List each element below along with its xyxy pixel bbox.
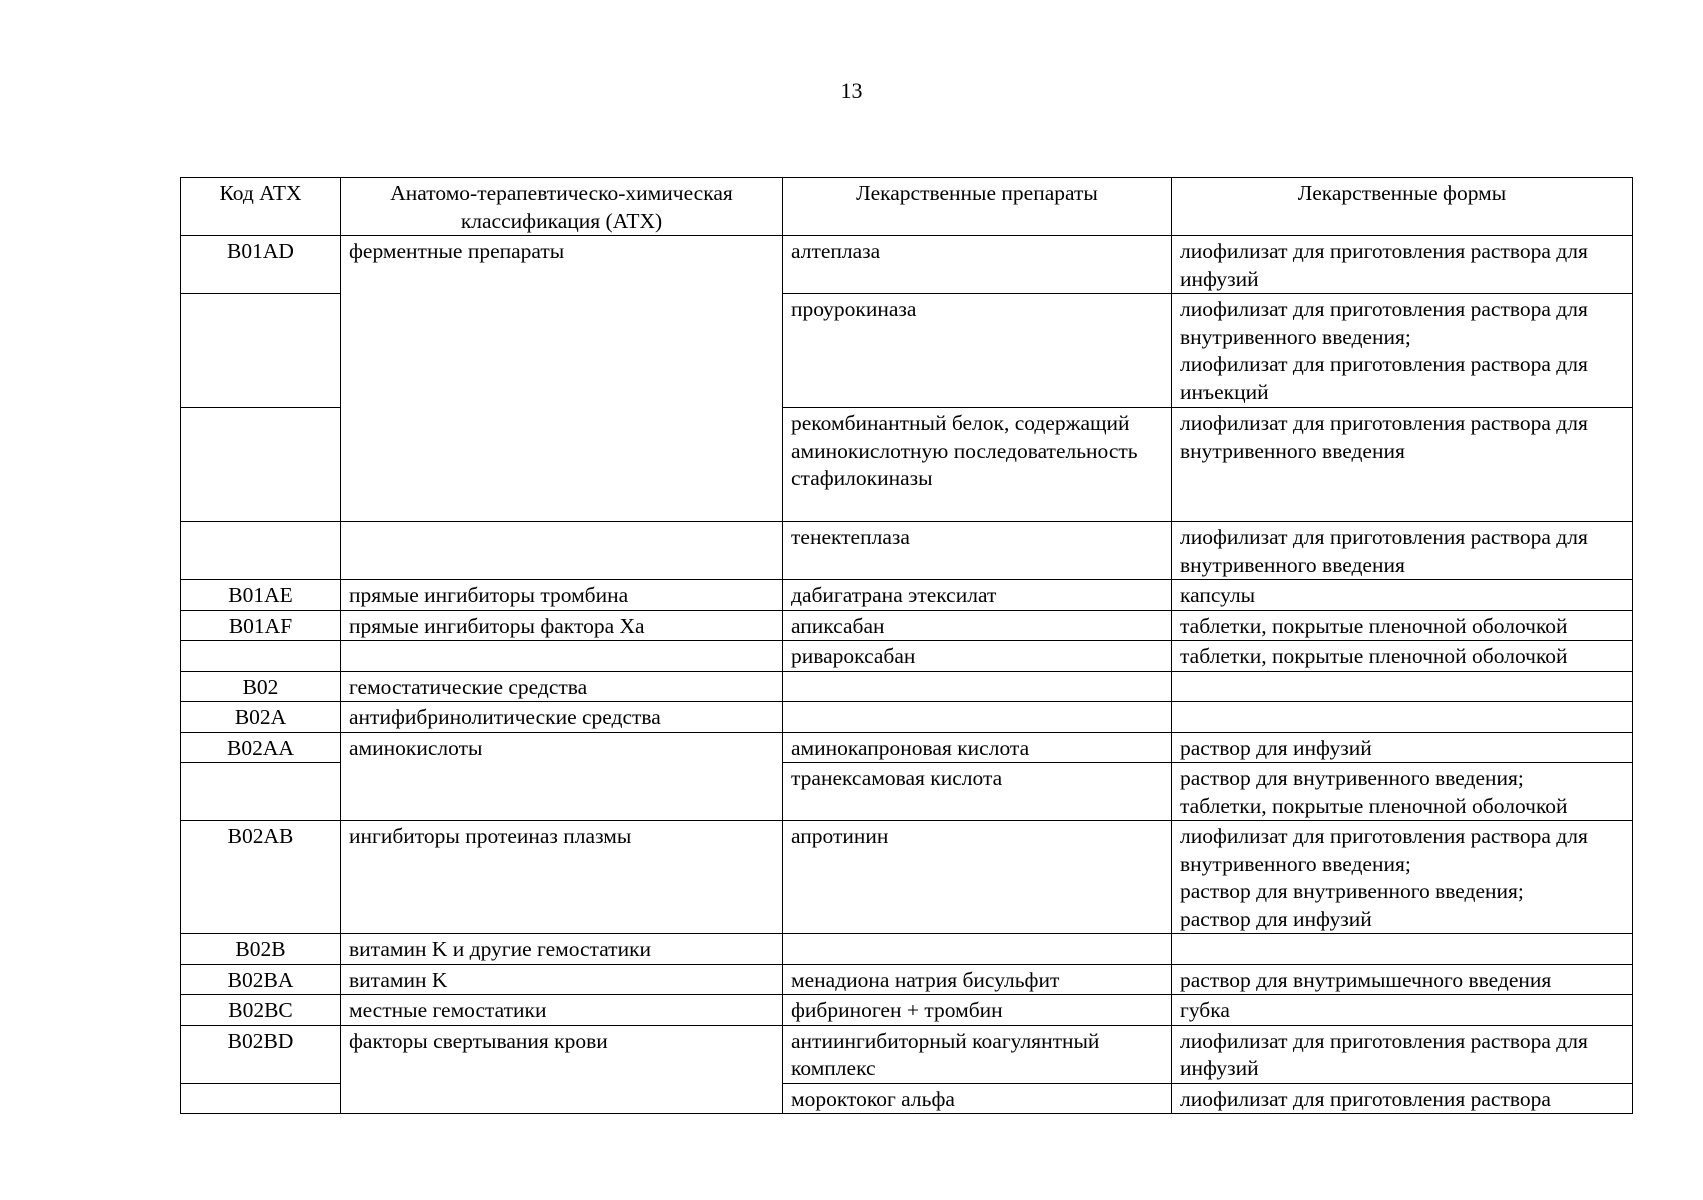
table-row <box>181 236 1633 294</box>
atx-classification: прямые ингибиторы фактора Xa <box>341 610 783 641</box>
drug-form: раствор для инфузий <box>1180 906 1372 931</box>
drug-forms <box>1172 236 1633 294</box>
drug-form: таблетки, покрытые пленочной оболочкой <box>1180 793 1568 818</box>
drug-forms <box>1172 1025 1633 1083</box>
drug-form: лиофилизат для приготовления раствора для инъекций <box>1180 352 1588 404</box>
drug-name: антиингибиторный коагулянтный комплекс <box>783 1025 1172 1083</box>
drug-form: лиофилизат для приготовления раствора для внутривенного введения; <box>1180 824 1588 876</box>
drug-form: лиофилизат для приготовления раствора для инфузий <box>1180 239 1588 291</box>
atx-code <box>181 294 341 408</box>
atx-classification: местные гемостатики <box>341 995 783 1026</box>
drug-name: ривароксабан <box>783 641 1172 672</box>
drug-name: апиксабан <box>783 610 1172 641</box>
drug-form: лиофилизат для приготовления раствора для внутривенного введения <box>1180 411 1588 463</box>
drug-form: лиофилизат для приготовления раствора для внутривенного введения <box>1180 525 1588 577</box>
atx-code <box>181 522 341 580</box>
drug-name: фибриноген + тромбин <box>783 995 1172 1026</box>
drug-form: раствор для внутривенного введения; <box>1180 879 1524 903</box>
header-code: Код АТХ <box>181 178 341 236</box>
atx-code <box>181 1083 341 1114</box>
drug-name <box>783 934 1172 965</box>
table-row <box>181 964 1633 995</box>
drug-forms <box>1172 763 1633 821</box>
header-classification: Анатомо-терапевтическо-химическая классификация (АТХ) <box>341 178 783 236</box>
table-row <box>181 732 1633 763</box>
drug-form: таблетки, покрытые пленочной оболочкой <box>1180 644 1568 668</box>
drug-forms <box>1172 294 1633 408</box>
drug-forms <box>1172 580 1633 611</box>
drug-form: раствор для внутривенного введения; <box>1180 766 1524 790</box>
drug-forms <box>1172 934 1633 965</box>
atx-classification: прямые ингибиторы тромбина <box>341 580 783 611</box>
drug-form: лиофилизат для приготовления раствора для инфузий <box>1180 1028 1588 1080</box>
drug-forms <box>1172 702 1633 733</box>
drug-name: тенектеплаза <box>783 522 1172 580</box>
drug-form: раствор для внутримышечного введения <box>1180 967 1552 992</box>
drug-name: дабигатрана этексилат <box>783 580 1172 611</box>
drug-forms <box>1172 995 1633 1026</box>
drug-forms <box>1172 821 1633 934</box>
atx-code: B01AF <box>181 610 341 641</box>
atx-classification: антифибринолитические средства <box>341 702 783 733</box>
drug-forms <box>1172 1083 1633 1114</box>
atx-code: B02B <box>181 934 341 965</box>
drug-name <box>783 702 1172 733</box>
atx-classification <box>341 641 783 672</box>
atx-code <box>181 641 341 672</box>
atx-code: B02BA <box>181 964 341 995</box>
atx-classification: витамин K и другие гемостатики <box>341 934 783 965</box>
atx-classification: витамин K <box>341 964 783 995</box>
drug-forms <box>1172 671 1633 702</box>
table-row <box>181 1025 1633 1083</box>
drug-forms <box>1172 641 1633 672</box>
table-row <box>181 995 1633 1026</box>
drug-name: рекомбинантный белок, содержащий аминокислотную последовательность стафилокиназы <box>783 408 1172 522</box>
table-row <box>181 522 1633 580</box>
atx-classification: гемостатические средства <box>341 671 783 702</box>
drug-forms <box>1172 408 1633 522</box>
table-header-row <box>181 178 1633 236</box>
drug-name <box>783 671 1172 702</box>
table-row <box>181 671 1633 702</box>
atx-classification: ферментные препараты <box>341 236 783 522</box>
atx-classification: факторы свертывания крови <box>341 1025 783 1114</box>
header-drugs: Лекарственные препараты <box>783 178 1172 236</box>
drug-form: раствор для инфузий <box>1180 735 1372 760</box>
table-row <box>181 580 1633 611</box>
drug-forms <box>1172 522 1633 580</box>
atx-code: B01AD <box>181 236 341 294</box>
header-forms: Лекарственные формы <box>1172 178 1633 236</box>
drug-forms <box>1172 732 1633 763</box>
drug-name: апротинин <box>783 821 1172 934</box>
atx-code: B02AB <box>181 821 341 934</box>
drug-form: лиофилизат для приготовления раствора <box>1180 1086 1551 1111</box>
atx-table <box>180 177 1633 1114</box>
page-number: 13 <box>840 78 863 103</box>
atx-classification <box>341 522 783 580</box>
drug-name: алтеплаза <box>783 236 1172 294</box>
drug-forms <box>1172 610 1633 641</box>
atx-code: B02A <box>181 702 341 733</box>
atx-code <box>181 763 341 821</box>
atx-code: B02BD <box>181 1025 341 1083</box>
drug-name: аминокапроновая кислота <box>783 732 1172 763</box>
drug-name: проурокиназа <box>783 294 1172 408</box>
atx-code: B01AE <box>181 580 341 611</box>
table-row <box>181 702 1633 733</box>
table-row <box>181 610 1633 641</box>
atx-code: B02 <box>181 671 341 702</box>
drug-form: лиофилизат для приготовления раствора для внутривенного введения; <box>1180 297 1588 349</box>
table-row <box>181 641 1633 672</box>
atx-classification: ингибиторы протеиназ плазмы <box>341 821 783 934</box>
atx-classification: аминокислоты <box>341 732 783 821</box>
drug-forms <box>1172 964 1633 995</box>
atx-code: B02AA <box>181 732 341 763</box>
atx-code <box>181 408 341 522</box>
drug-name: менадиона натрия бисульфит <box>783 964 1172 995</box>
drug-form: губка <box>1180 998 1230 1022</box>
table-row <box>181 821 1633 934</box>
drug-name: транексамовая кислота <box>783 763 1172 821</box>
drug-name: мороктоког альфа <box>783 1083 1172 1114</box>
drug-form: капсулы <box>1180 583 1256 607</box>
table-row <box>181 934 1633 965</box>
atx-code: B02BC <box>181 995 341 1026</box>
drug-form: таблетки, покрытые пленочной оболочкой <box>1180 613 1568 638</box>
